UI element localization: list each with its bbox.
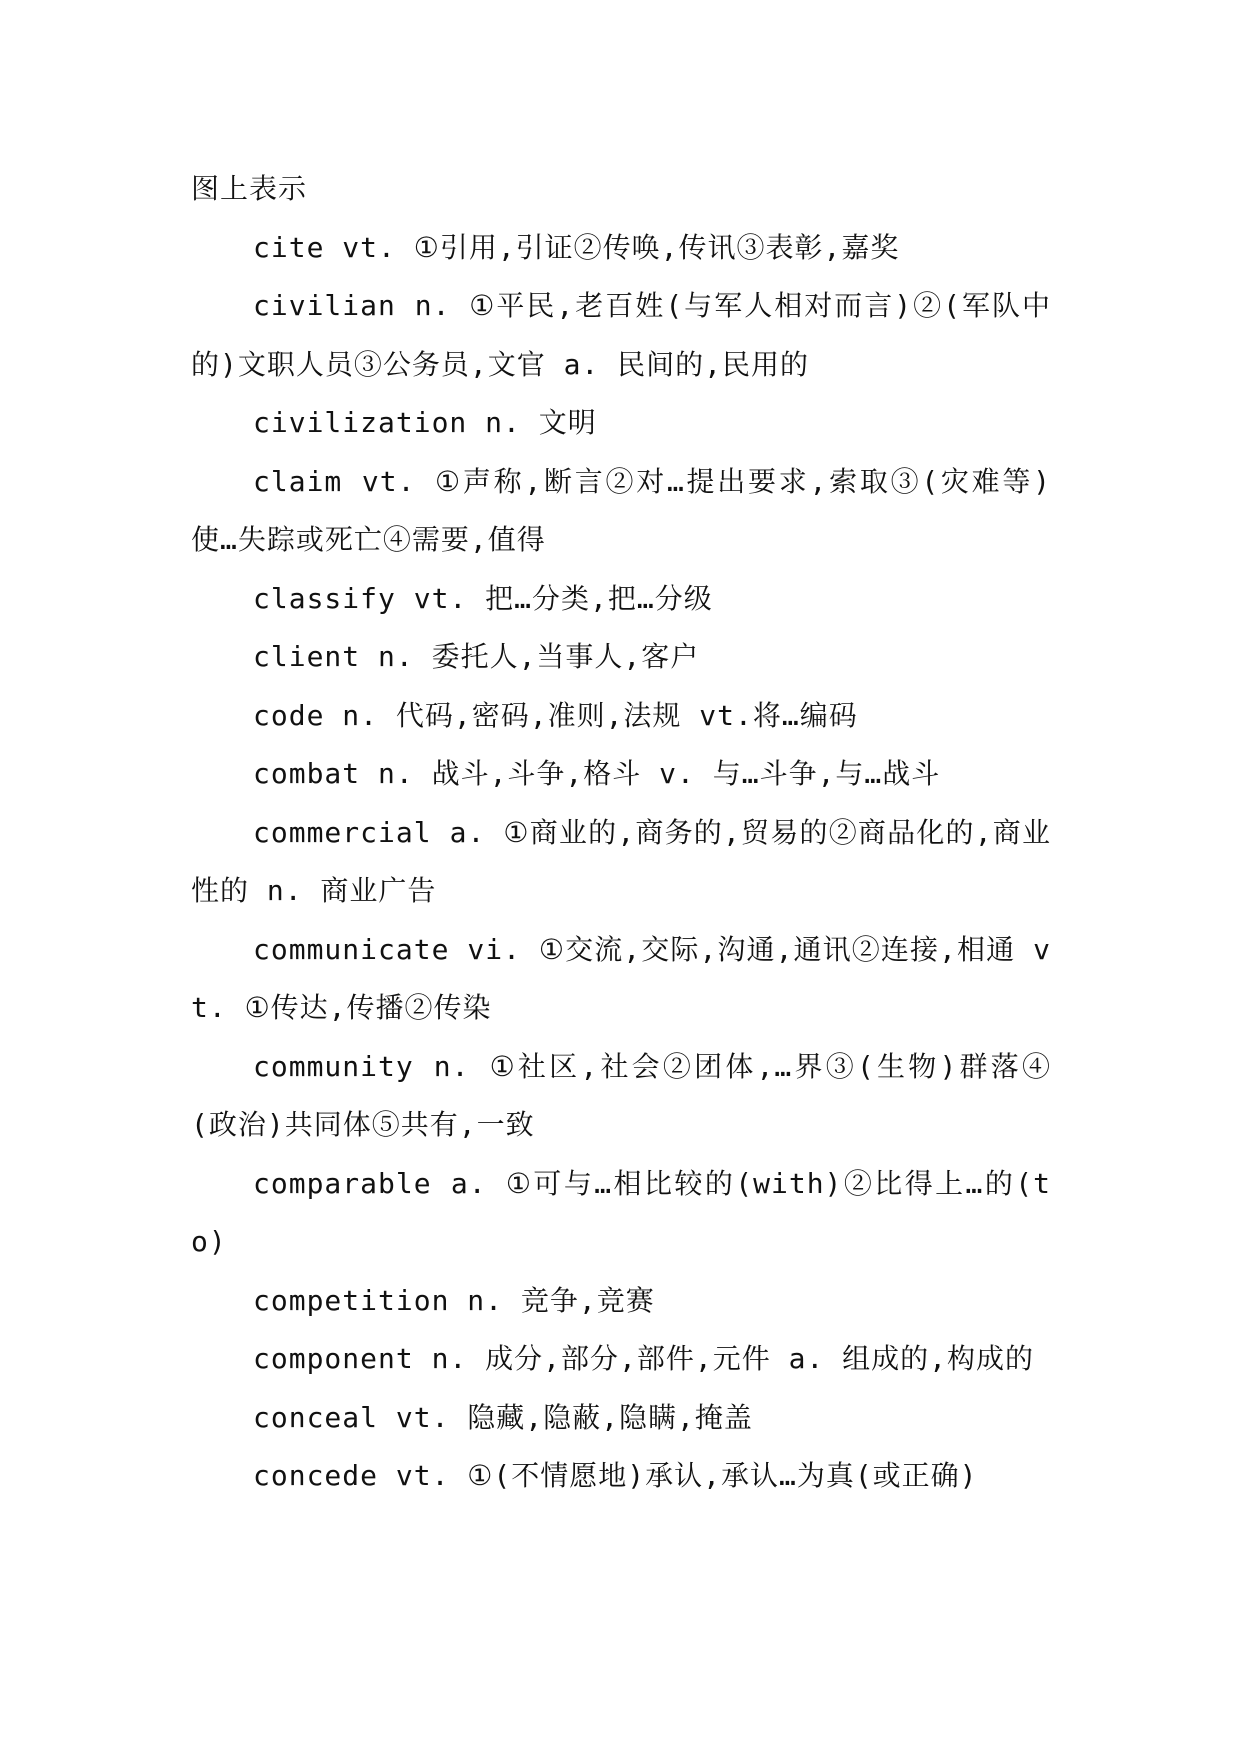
entry-commercial: commercial a. ①商业的,商务的,贸易的②商品化的,商业性的 n. 商业广告 bbox=[191, 815, 1051, 907]
heading-line: 图上表示 bbox=[191, 172, 308, 205]
entry-civilization: civilization n. 文明 bbox=[253, 406, 597, 439]
entry-code: code n. 代码,密码,准则,法规 vt.将…编码 bbox=[253, 698, 858, 732]
entry-client: client n. 委托人,当事人,客户 bbox=[253, 640, 700, 673]
entry-communicate: communicate vi. ①交流,交际,沟通,通讯②连接,相通 vt. ①传达,传播②传染 bbox=[191, 932, 1051, 1024]
entry-claim: claim vt. ①声称,断言②对…提出要求,索取③(灾难等)使…失踪或死亡④需要,值得 bbox=[191, 464, 1051, 556]
entry-cite: cite vt. ①引用,引证②传唤,传讯③表彰,嘉奖 bbox=[253, 230, 900, 264]
entry-combat: combat n. 战斗,斗争,格斗 v. 与…斗争,与…战斗 bbox=[253, 757, 941, 790]
document-body bbox=[191, 160, 1051, 1506]
entry-conceal: conceal vt. 隐藏,隐蔽,隐瞒,掩盖 bbox=[253, 1400, 753, 1434]
entry-civilian: civilian n. ①平民,老百姓(与军人相对而言)②(军队中的)文职人员③公务员,文官 a. 民间的,民用的 bbox=[191, 289, 1051, 381]
entry-community: community n. ①社区,社会②团体,…界③(生物)群落④(政治)共同体⑤共有,一致 bbox=[191, 1049, 1051, 1141]
entry-classify: classify vt. 把…分类,把…分级 bbox=[253, 581, 713, 615]
entry-competition: competition n. 竞争,竞赛 bbox=[253, 1283, 655, 1317]
entry-concede: concede vt. ①(不情愿地)承认,承认…为真(或正确) bbox=[253, 1459, 978, 1492]
entry-component: component n. 成分,部分,部件,元件 a. 组成的,构成的 bbox=[253, 1342, 1035, 1375]
entry-comparable: comparable a. ①可与…相比较的(with)②比得上…的(to) bbox=[191, 1166, 1051, 1258]
